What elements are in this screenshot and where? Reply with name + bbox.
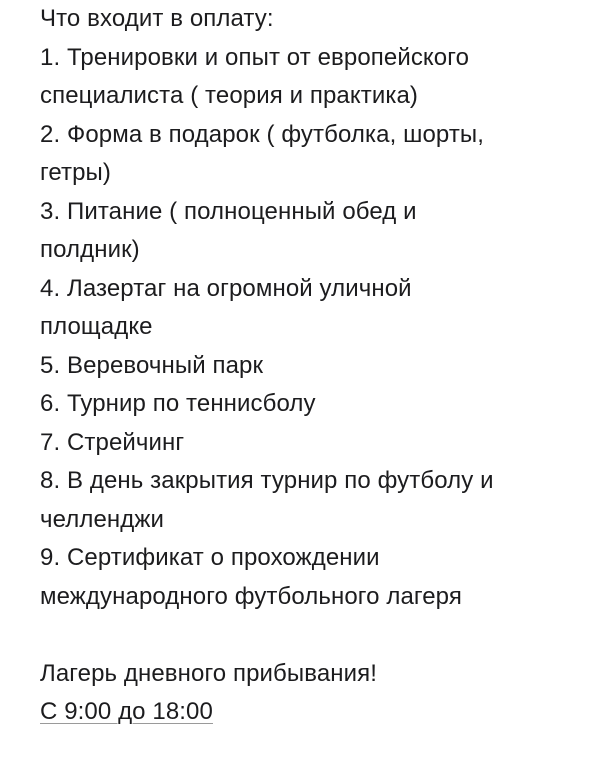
- list-item-line: международного футбольного лагеря: [40, 582, 462, 610]
- note-heading: Что входит в оплату:: [40, 5, 274, 32]
- list-item-line: полдник): [40, 236, 140, 263]
- list-item-line: площадке: [40, 313, 153, 340]
- hours-date-link[interactable]: С 9:00 до 18:00: [40, 698, 213, 725]
- blank-line: [40, 616, 560, 655]
- list-item-line: 9. Сертификат о прохождении: [40, 544, 380, 571]
- list-item-line: специалиста ( теория и практика): [40, 82, 418, 109]
- camp-type-text: Лагерь дневного прибывания!: [40, 659, 377, 687]
- list-item-line: 5. Веревочный парк: [40, 351, 264, 379]
- list-item-line: гетры): [40, 159, 111, 186]
- note-body: [40, 0, 560, 732]
- list-item-line: 6. Турнир по теннисболу: [40, 390, 316, 417]
- list-item-line: 1. Тренировки и опыт от европейского: [40, 43, 470, 71]
- hours-line: [40, 693, 560, 732]
- list-item-line: челленджи: [40, 505, 165, 533]
- list-item-line: 2. Форма в подарок ( футболка, шорты,: [40, 120, 485, 148]
- list-item-line: 7. Стрейчинг: [40, 428, 185, 456]
- list-item-line: 8. В день закрытия турнир по футболу и: [40, 467, 494, 494]
- list-item-line: 3. Питание ( полноценный обед и: [40, 197, 417, 225]
- list-item-line: 4. Лазертаг на огромной уличной: [40, 274, 412, 302]
